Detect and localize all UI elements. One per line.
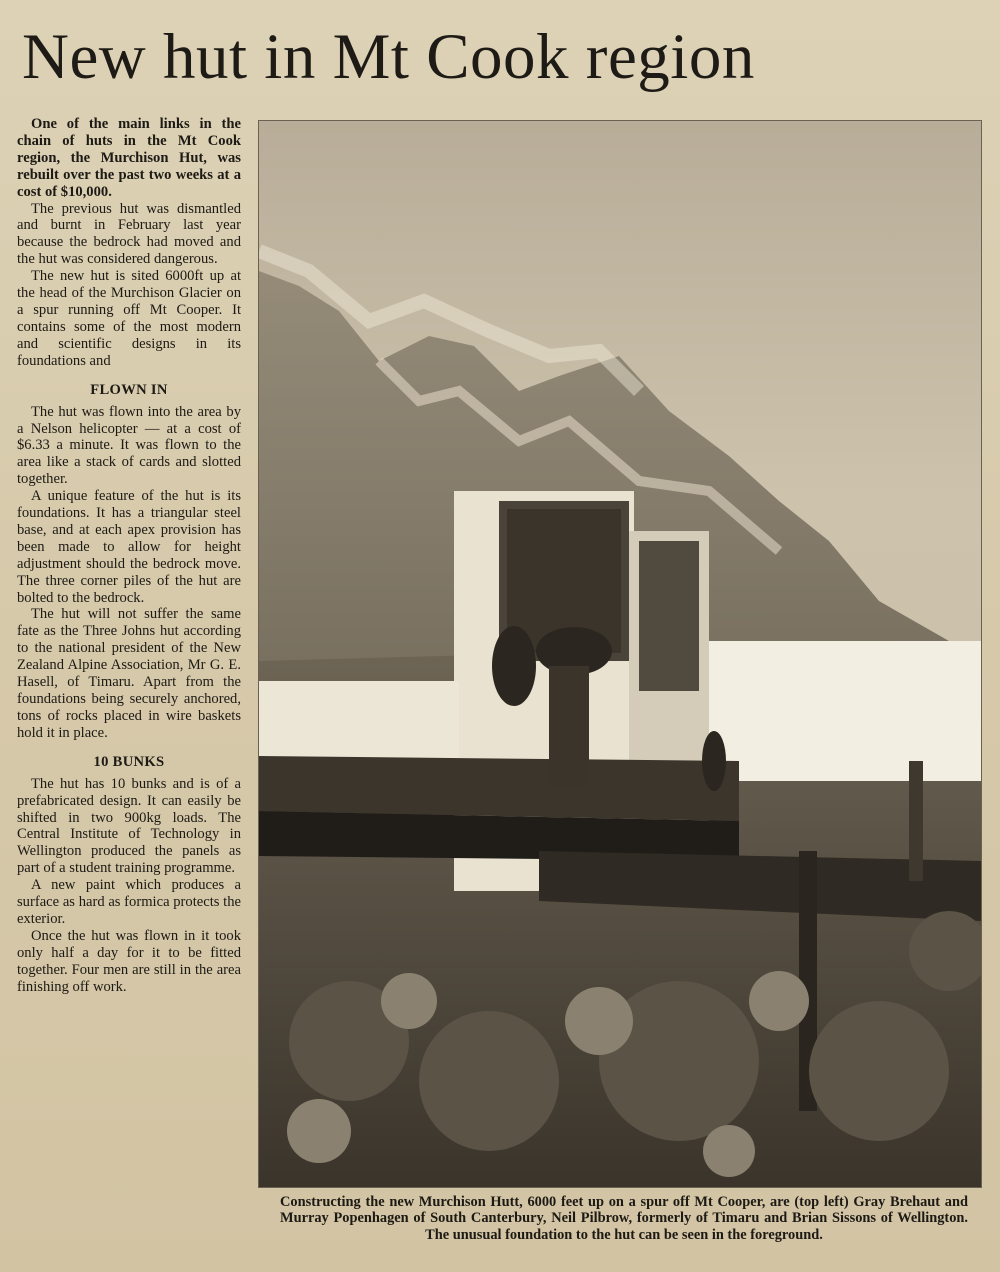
paragraph: The new hut is sited 6000ft up at the head of the Murchison Glacier on a spur running off Mt Cooper. It contains some of the most modern and scientific designs in its foundations and [17, 268, 241, 369]
photo-caption: Constructing the new Murchison Hutt, 6000 feet up on a spur off Mt Cooper, are (top left) Gray Brehaut and Murray Popenhagen of South Canterbury, Neil Pilbrow, formerly of Timaru and Brian Sissons of Wellington. The unusual foundation to the hut can be seen in the foreground. [280, 1194, 968, 1243]
photo-illustration [259, 121, 981, 1187]
news-photo [258, 120, 982, 1188]
paragraph: The hut will not suffer the same fate as the Three Johns hut according to the national president of the New Zealand Alpine Association, Mr G. E. Hasell, of Timaru. Apart from the foundations being securely anchored, tons of rocks placed in wire baskets hold it in place. [17, 606, 241, 741]
paragraph: A unique feature of the hut is its foundations. It has a triangular steel base, and at each apex provision has been made to allow for height adjustment should the bedrock move. The three corner piles of the hut are bolted to the bedrock. [17, 488, 241, 606]
article-body [17, 116, 241, 996]
paragraph: Once the hut was flown in it took only half a day for it to be fitted together. Four men are still in the area finishing off work. [17, 927, 241, 995]
paragraph: The hut was flown into the area by a Nelson helicopter — at a cost of $6.33 a minute. It was flown to the area like a stack of cards and slotted together. [17, 403, 241, 488]
paragraph: A new paint which produces a surface as hard as formica protects the exterior. [17, 877, 241, 927]
subheading: FLOWN IN [90, 381, 168, 398]
paragraph: The previous hut was dismantled and burnt in February last year because the bedrock had moved and the hut was considered dangerous. [17, 200, 241, 268]
lead-paragraph: One of the main links in the chain of huts in the Mt Cook region, the Murchison Hut, was rebuilt over the past two weeks at a cost of $10,000. [17, 116, 241, 200]
subheading: 10 BUNKS [93, 753, 165, 770]
headline: New hut in Mt Cook region [22, 21, 755, 93]
paragraph: The hut has 10 bunks and is of a prefabricated design. It can easily be shifted in two 900kg loads. The Central Institute of Technology in Wellington produced the panels as part of a student training programme. [17, 775, 241, 877]
